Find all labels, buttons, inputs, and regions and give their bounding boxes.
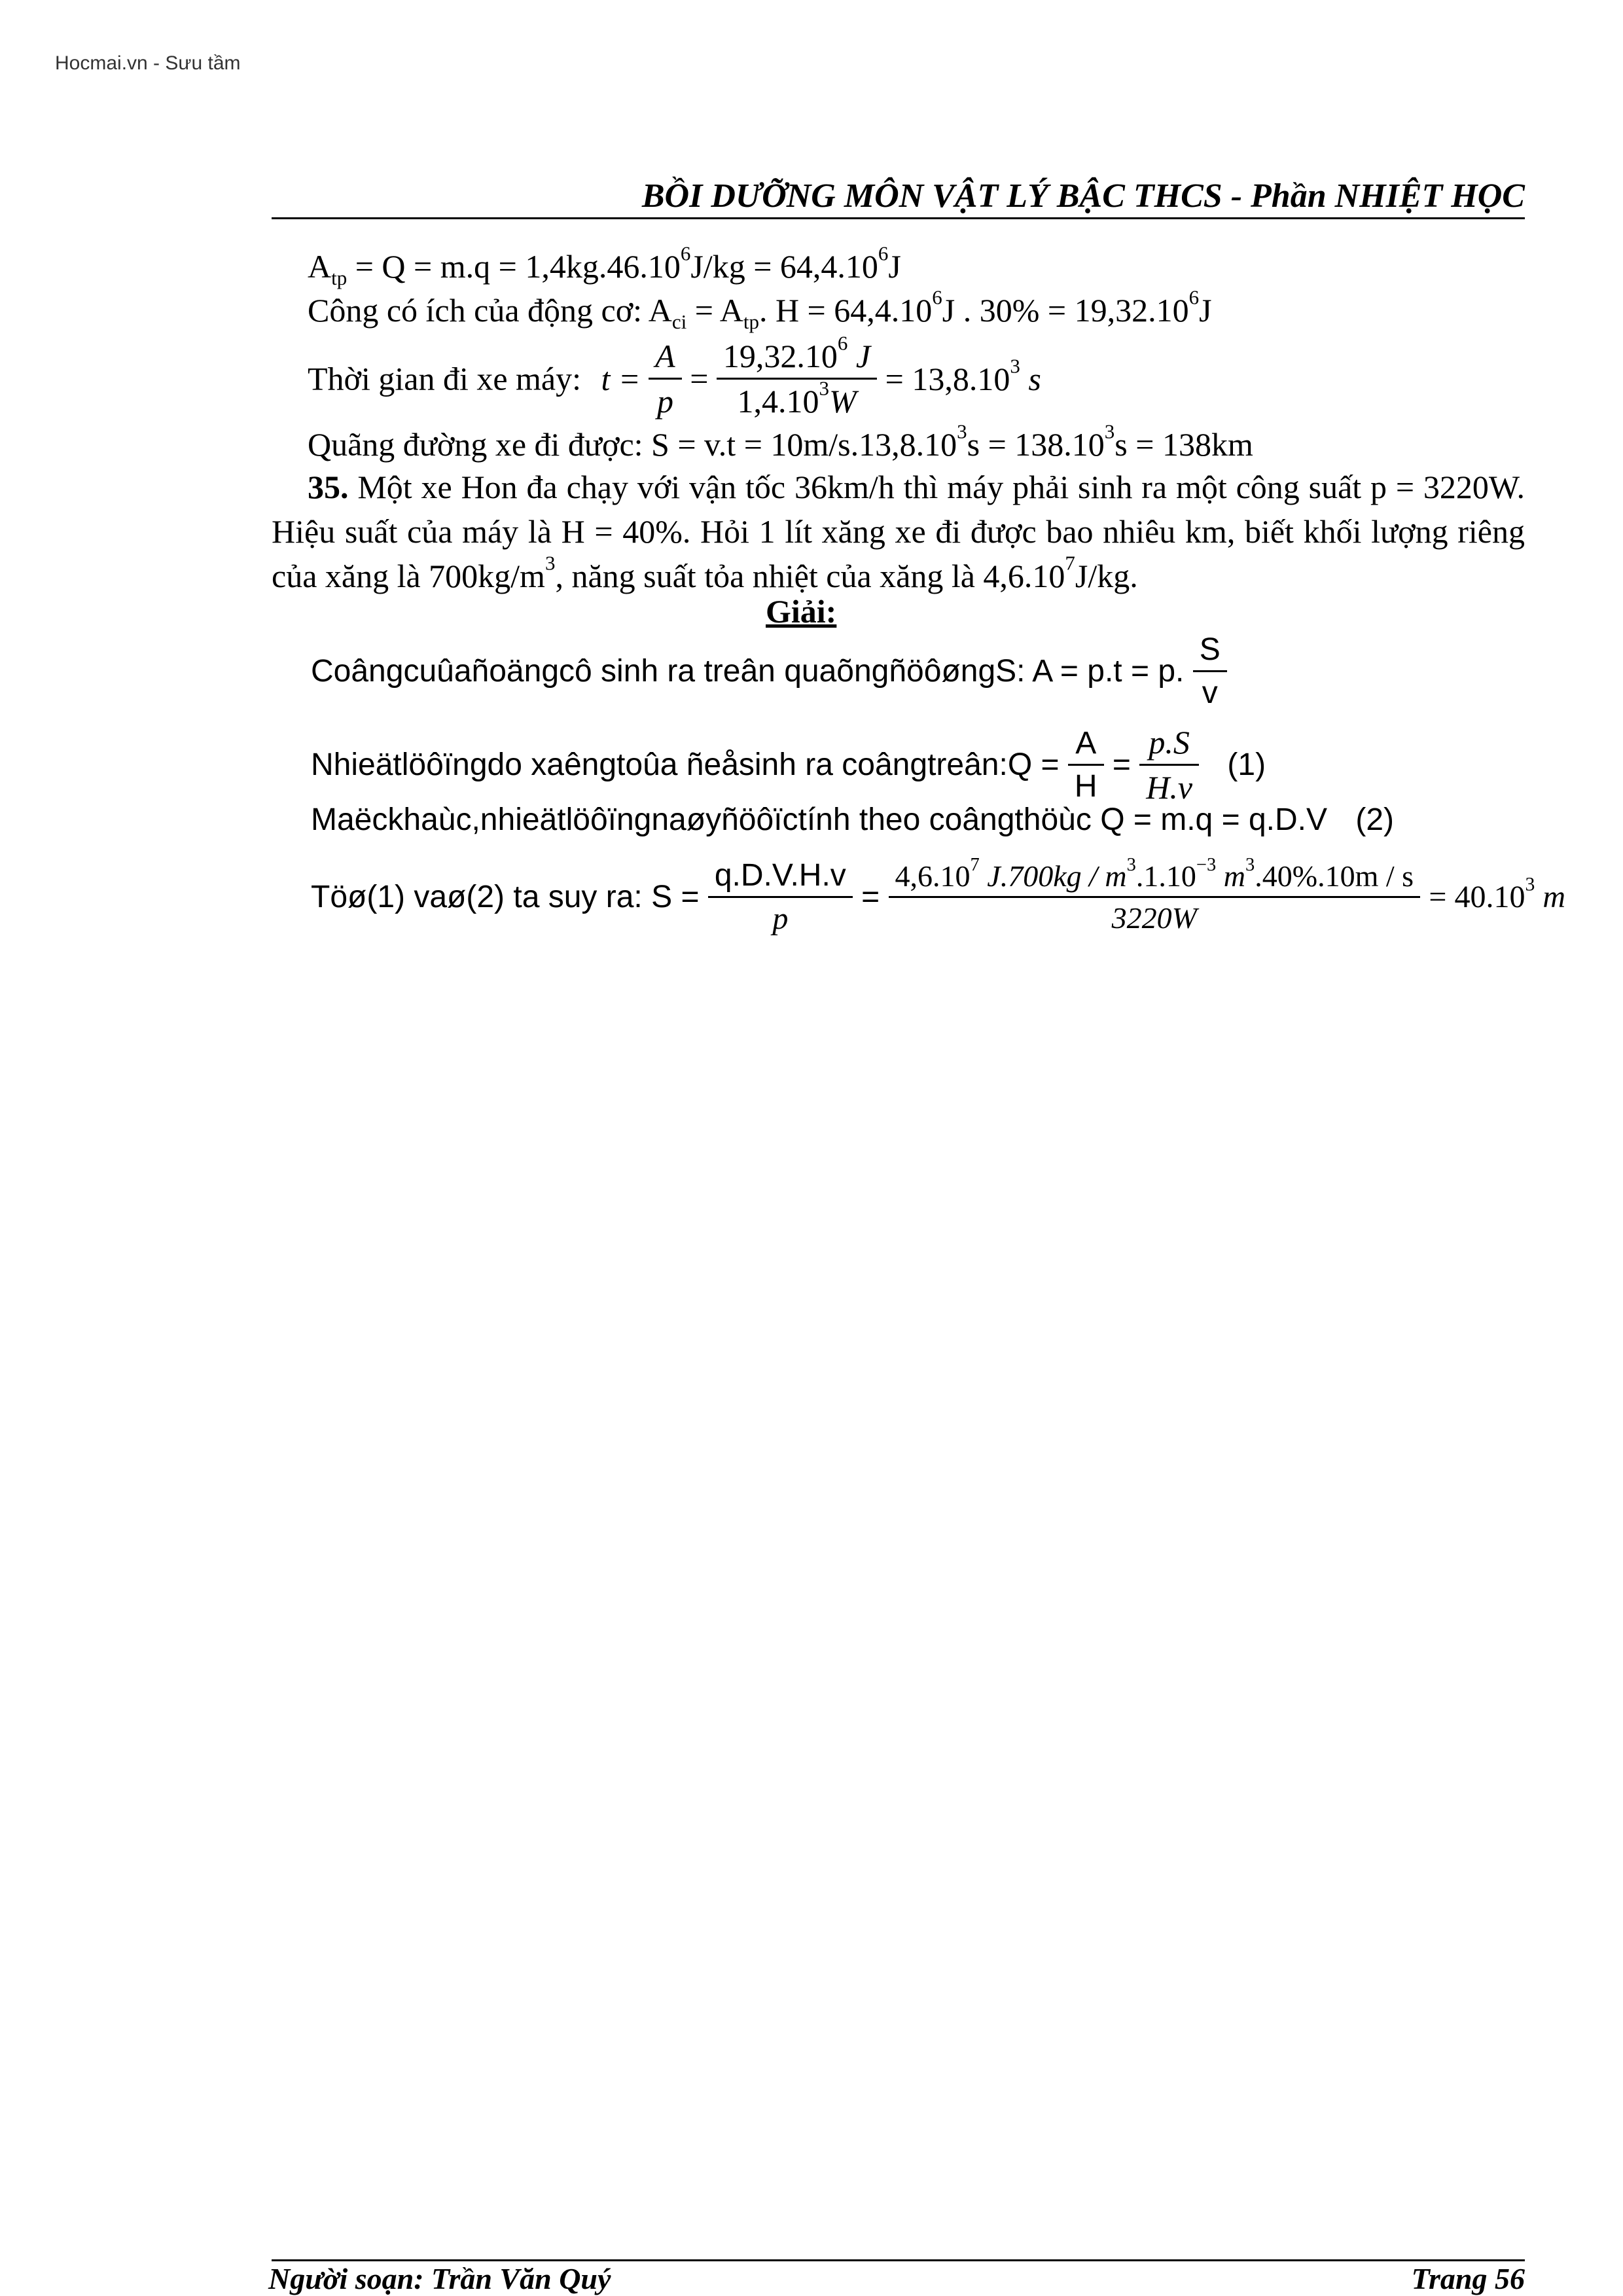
problem-35: 35. Một xe Hon đa chạy với vận tốc 36km/h thì máy phải sinh ra một công suất p = 3220W. Hiệu suất của máy là H = 40%. Hỏi 1 lít xăng xe đi được bao nhiêu km, biết khối lượng riêng của xăng là $700kg/m^3$, năng suất tỏa nhiệt của xăng là 4,6.10$^7$J/kg. xyxy=(272,469,1525,594)
header-rule xyxy=(272,217,1525,219)
s-over-v-fraction: $\frac{S}{v}$ xyxy=(1193,632,1227,711)
distance-symbolic-fraction: $\frac{q.D.V.H.v}{p}$ xyxy=(708,857,853,937)
distance-line: Quãng đường xe đi được: $S = v.t = 10m/s.13,8.10^3s = 138.10^3s = 138km$ xyxy=(308,420,1253,463)
energy-equation-line: $A_{tp} = Q = m.q = 1,4kg.46.10^6J/kg = 64,4.10^6J$ xyxy=(308,242,901,289)
footer-author: Người soạn: Trần Văn Quý xyxy=(268,2262,611,2295)
ps-over-hv-fraction: $\frac{p.S}{H.v}$ xyxy=(1139,723,1199,806)
solution-line-4: Töø(1) vaø(2) ta suy ra: S = $\frac{q.D.V.H.v}{p}$ = $\frac{4,6.10^7 J.700kg / m^3.1.10^{-3} m^3.40\%.10m / s}{3220W}$ = $40.10^3$ m xyxy=(311,854,1565,936)
solution-line-1: Coângcuûañoängcô sinh ra treân quaõngñöôøngS: A = p.t = p. $\frac{S}{v}$ xyxy=(311,632,1227,711)
time-fraction-2: $\frac{19,32.10^6 J}{1,4.10^3W}$ xyxy=(717,337,877,420)
header-title: BỒI DƯỠNG MÔN VẬT LÝ BẬC THCS - Phần NHIỆT HỌC xyxy=(641,177,1525,215)
distance-numeric-fraction: $\frac{4,6.10^7 J.700kg / m^3.1.10^{-3} m^3.40\%.10m / s}{3220W}$ xyxy=(889,859,1421,935)
travel-time-line: Thời gian đi xe máy: t = $\frac{A}{p}$ = $\frac{19,32.10^6 J}{1,4.10^3W}$ = $13,8.10^3$ s xyxy=(308,331,1041,420)
solution-line-3: Maëckhaùc,nhieätlöôïngnaøyñöôïctính theo coângthöùc Q = m.q = q.D.V (2) xyxy=(311,802,1395,837)
a-over-h-fraction: $\frac{A}{H}$ xyxy=(1068,725,1104,804)
useful-work-line: Công có ích của động cơ: $A_{ci} = A_{tp}$. $H = 64,4.10^6J$ . $30\% = 19,32.10^6J$ xyxy=(308,285,1212,333)
watermark: Hocmai.vn - Sưu tầm xyxy=(55,52,241,74)
solution-label: Giải: xyxy=(766,593,837,630)
time-fraction-1: $\frac{A}{p}$ xyxy=(649,337,682,420)
footer-page-number: Trang 56 xyxy=(1411,2262,1525,2295)
solution-line-2: Nhieätlöôïngdo xaêngtoûa ñeåsinh ra coângtreân:Q = $\frac{A}{H}$ = $\frac{p.S}{H.v}$ (1) xyxy=(311,724,1266,806)
